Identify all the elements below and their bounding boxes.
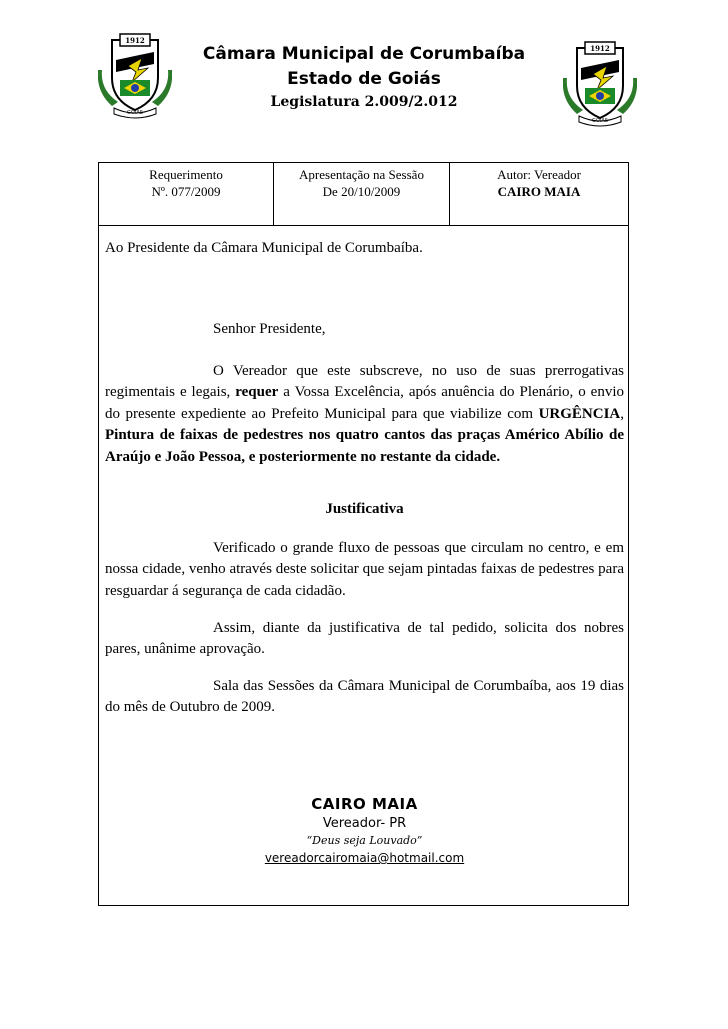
signatory-motto: “Deus seja Louvado” (306, 834, 423, 847)
justification-paragraph: Verificado o grande fluxo de pessoas que circulam no centro, e em nossa cidade, venho através deste solicitar que sejam pintadas faixas de pedestres para resguardar á segurança de cada cidadão. (105, 540, 624, 599)
chamber-name: Câmara Municipal de Corumbaíba (202, 44, 526, 64)
document-frame (98, 162, 629, 906)
state-name: Estado de Goiás (287, 69, 441, 89)
justification-title: Justificativa (325, 501, 404, 517)
closing-paragraph: Assim, diante da justificativa de tal pedido, solicita dos nobres pares, unânime aprovação. (105, 620, 624, 658)
signatory-name: CAIRO MAIA (311, 795, 418, 813)
legislature-period: Legislatura 2.009/2.012 (270, 94, 458, 110)
svg-text:GOIÁS: GOIÁS (592, 118, 608, 124)
request-paragraph: O Vereador que este subscreve, no uso de suas prerrogativas regimentais e legais, requer a Vossa Excelência, após anuência do Plenário, o envio do presente expediente ao Prefeito Municipal para que viabilize com URGÊNCIA, Pintura de faixas de pedestres nos quatro cantos das praças Américo Abílio de Araújo e João Pessoa, e posteriormente no restante da cidade. (105, 363, 624, 465)
session-date-cell: Apresentação na Sessão De 20/10/2009 (273, 163, 449, 225)
author-cell: Autor: Vereador CAIRO MAIA (449, 163, 628, 225)
svg-text:1912: 1912 (590, 44, 610, 53)
addressee: Ao Presidente da Câmara Municipal de Corumbaíba. (105, 240, 423, 256)
svg-text:1912: 1912 (125, 36, 145, 45)
signatory-role: Vereador- PR (322, 816, 407, 831)
salutation: Senhor Presidente, (213, 321, 326, 337)
info-table (99, 163, 628, 226)
signatory-email-link[interactable]: vereadorcairomaia@hotmail.com (264, 851, 465, 865)
session-room-paragraph: Sala das Sessões da Câmara Municipal de Corumbaíba, aos 19 dias do mês de Outubro de 2009. (105, 678, 624, 716)
svg-text:GOIÁS: GOIÁS (127, 110, 143, 116)
request-number-cell: Requerimento Nº. 077/2009 (149, 167, 223, 199)
